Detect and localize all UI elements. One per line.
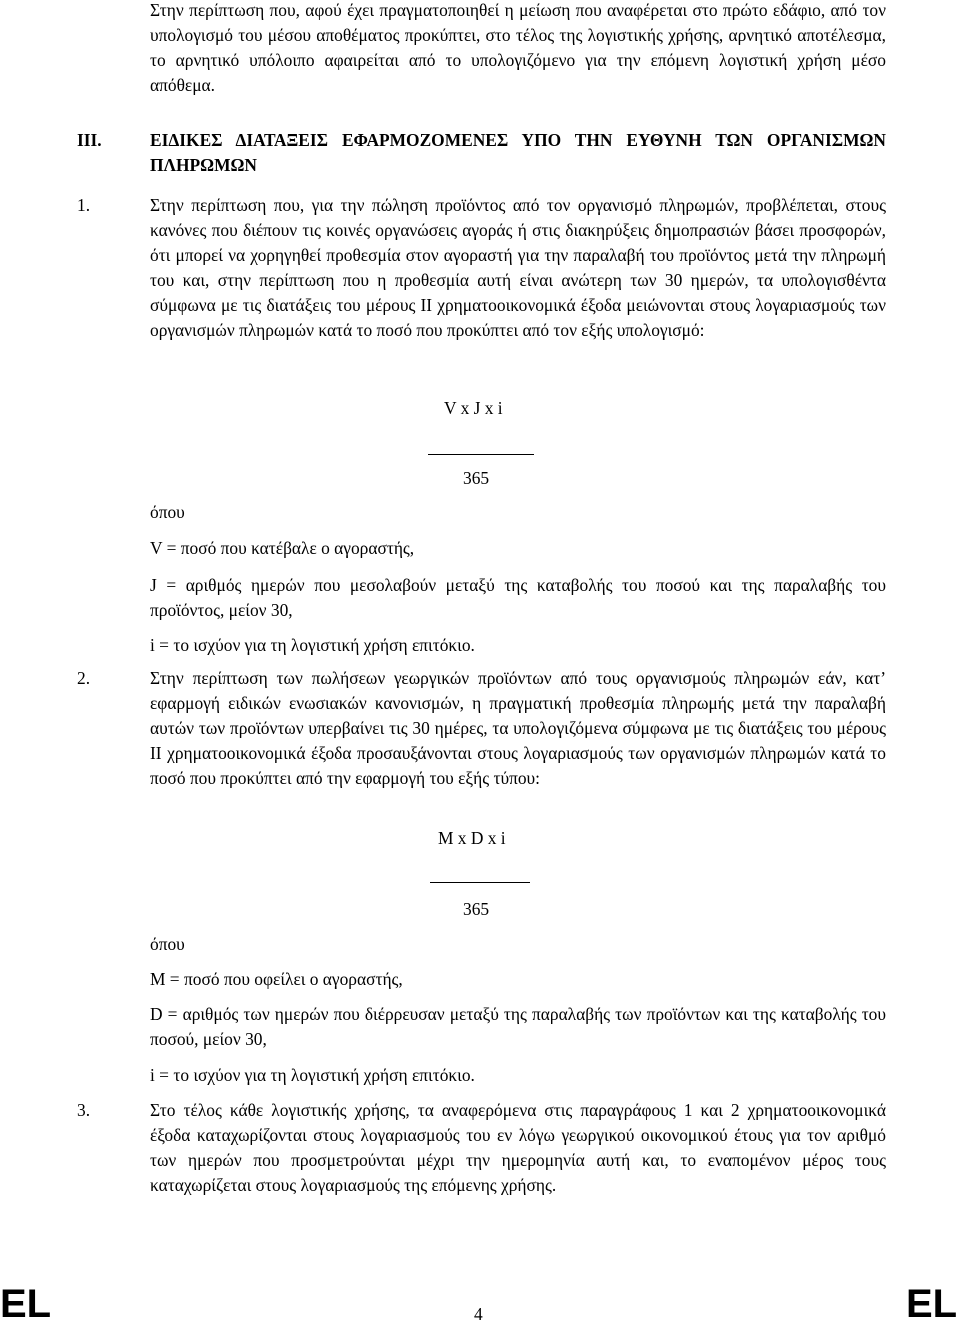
item-3-number: 3. — [77, 1100, 91, 1120]
section-number: III. — [77, 130, 102, 150]
item-2-def-m: M = ποσό που οφείλει ο αγοραστής, — [150, 969, 403, 989]
item-1-text: Στην περίπτωση που, για την πώληση προϊόντος από τον οργανισμό πληρωμών, προβλέπεται, στους κανόνες που διέπουν τις κοινές οργανώσεις αγοράς ή στις διακηρύξεις δημοπρασιών βάσει προσφορών, ότι μπορεί να χορηγηθεί προθεσμία στον αγοραστή για την παραλαβή του προϊόντος μετά την πληρωμή του και, στην περίπτωση που η προθεσμία αυτή είναι ανώτερη των 30 ημερών, τα υπολογισθέντα σύμφωνα με τις διατάξεις του μέρους II χρηματοοικονομικά έξοδα μειώνονται στους λογαριασμούς των οργανισμών πληρωμών κατά το ποσό που προκύπτει από τον εξής υπολογισμό: — [150, 195, 886, 340]
formula-1-denominator: 365 — [463, 468, 490, 488]
formula-2-denominator: 365 — [463, 899, 490, 919]
item-2-text: Στην περίπτωση των πωλήσεων γεωργικών προϊόντων από τους οργανισμούς πληρωμών εάν, κατ’ εφαρμογή ειδικών ενωσιακών κανονισμών, η πραγματική προθεσμία πληρωμής μετά την παραλαβή αυτών των προϊόντων υπερβαίνει τις 30 ημέρες, τα υπολογιζόμενα σύμφωνα με τις διατάξεις του μέρους II χρηματοοικονομικά έξοδα προσαυξάνονται στους λογαριασμούς των οργανισμών πληρωμών κατά το ποσό που προκύπτει από την εφαρμογή του εξής τύπου: — [150, 668, 886, 788]
item-1-def-i: i = το ισχύον για τη λογιστική χρήση επιτόκιο. — [150, 635, 475, 655]
item-2-where: όπου — [150, 934, 185, 954]
item-3-text: Στο τέλος κάθε λογιστικής χρήσης, τα αναφερόμενα στις παραγράφους 1 και 2 χρηματοοικονομικά έξοδα καταχωρίζονται στους λογαριασμούς του εν λόγω γεωργικού οικονομικού έτους για τον αριθμό των ημερών που προσμετρούνται μέχρι την ημερομηνία αυτή και, το εναπομένον μέρος τους καταχωρίζεται στους λογαριασμούς της επόμενης χρήσης. — [150, 1100, 886, 1195]
item-1-where: όπου — [150, 502, 185, 522]
section-heading: ΕΙΔΙΚΕΣ ΔΙΑΤΑΞΕΙΣ ΕΦΑΡΜΟΖΟΜΕΝΕΣ ΥΠΟ ΤΗΝ ΕΥΘΥΝΗ ΤΩΝ ΟΡΓΑΝΙΣΜΩΝ ΠΛΗΡΩΜΩΝ — [150, 130, 886, 175]
item-2-number: 2. — [77, 668, 91, 688]
item-1-def-j: J = αριθμός ημερών που μεσολαβούν μεταξύ της καταβολής του ποσού και της παραλαβής του προϊόντος, μείον 30, — [150, 575, 886, 620]
item-2-def-d: D = αριθμός των ημερών που διέρρευσαν μεταξύ της παραλαβής των προϊόντων και της καταβολής του ποσού, μείον 30, — [150, 1004, 886, 1049]
item-2-def-i: i = το ισχύον για τη λογιστική χρήση επιτόκιο. — [150, 1065, 475, 1085]
footer-language-left: EL — [0, 1282, 52, 1326]
formula-1-numerator: V x J x i — [444, 398, 503, 418]
formula-2-numerator: M x D x i — [438, 828, 506, 848]
intro-paragraph: Στην περίπτωση που, αφού έχει πραγματοποιηθεί η μείωση που αναφέρεται στο πρώτο εδάφιο, από τον υπολογισμό του μέσου αποθέματος προκύπτει, στο τέλος της λογιστικής χρήσης, αρνητικό αποτέλεσμα, το αρνητικό υπόλοιπο αφαιρείται από το υπολογιζόμενο για την επόμενη λογιστική χρήση μέσο απόθεμα. — [150, 0, 886, 95]
footer-language-right: EL — [906, 1282, 958, 1326]
formula-2-fraction-bar — [430, 882, 530, 883]
item-1-number: 1. — [77, 195, 91, 215]
footer-page-number: 4 — [474, 1304, 483, 1324]
item-1-def-v: V = ποσό που κατέβαλε ο αγοραστής, — [150, 538, 415, 558]
formula-1-fraction-bar — [428, 454, 534, 455]
